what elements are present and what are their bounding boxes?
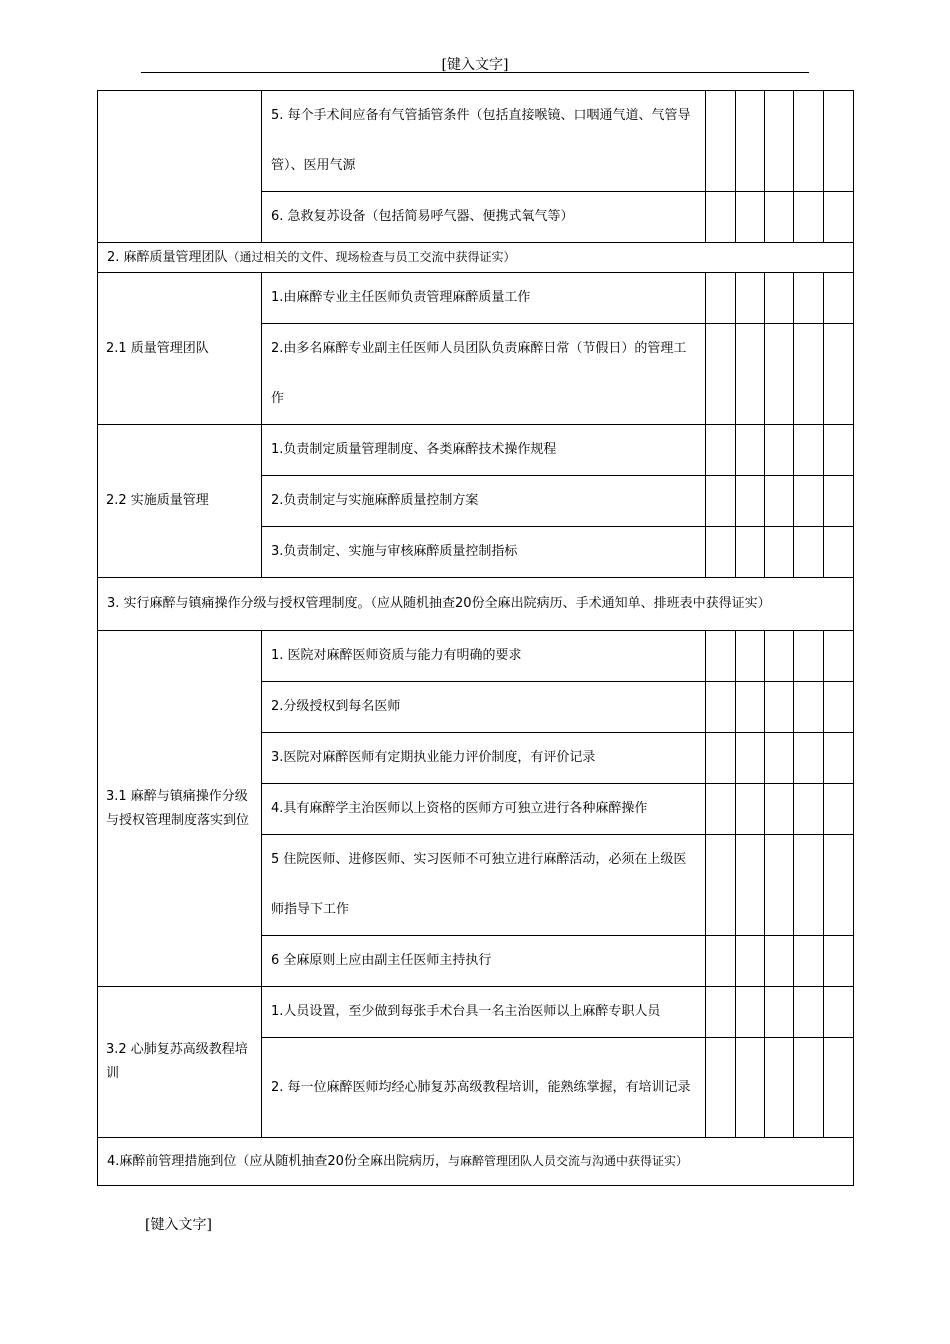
criterion-cell: 3.负责制定、实施与审核麻醉质量控制指标: [262, 527, 706, 578]
check-box[interactable]: [824, 1038, 854, 1138]
check-box[interactable]: [736, 682, 765, 733]
check-box[interactable]: [824, 91, 854, 192]
section-note: 与麻醉管理团队人员交流与沟通中获得证实）: [447, 1154, 688, 1168]
check-box[interactable]: [824, 631, 854, 682]
check-box[interactable]: [736, 835, 765, 936]
check-box[interactable]: [824, 425, 854, 476]
section-title: 2. 麻醉质量管理团队: [107, 250, 228, 265]
section-header-row: [98, 1138, 854, 1186]
check-box[interactable]: [706, 1038, 736, 1138]
criterion-cell: 1. 医院对麻醉医师资质与能力有明确的要求: [262, 631, 706, 682]
section-note: （通过相关的文件、现场检查与员工交流中获得证实）: [227, 250, 516, 264]
check-box[interactable]: [824, 733, 854, 784]
check-box[interactable]: [736, 324, 765, 425]
check-box[interactable]: [794, 324, 824, 425]
header-rule: [141, 72, 809, 73]
check-box[interactable]: [794, 936, 824, 987]
check-box[interactable]: [794, 527, 824, 578]
section-label-cell: 2.1 质量管理团队: [98, 273, 262, 425]
check-box[interactable]: [706, 324, 736, 425]
section-label-cell: 2.2 实施质量管理: [98, 425, 262, 578]
check-box[interactable]: [765, 835, 794, 936]
check-box[interactable]: [794, 784, 824, 835]
check-box[interactable]: [794, 425, 824, 476]
check-box[interactable]: [765, 1038, 794, 1138]
check-box[interactable]: [706, 192, 736, 243]
criterion-cell: 2.负责制定与实施麻醉质量控制方案: [262, 476, 706, 527]
table-row: [98, 91, 854, 192]
check-box[interactable]: [706, 733, 736, 784]
check-box[interactable]: [736, 1038, 765, 1138]
section-header-row: [98, 578, 854, 631]
check-box[interactable]: [824, 476, 854, 527]
check-box[interactable]: [765, 682, 794, 733]
check-box[interactable]: [706, 273, 736, 324]
check-box[interactable]: [824, 273, 854, 324]
criterion-cell: 5 住院医师、进修医师、实习医师不可独立进行麻醉活动，必须在上级医师指导下工作: [262, 835, 706, 936]
check-box[interactable]: [824, 987, 854, 1038]
table-row: [98, 987, 854, 1038]
table-row: [98, 273, 854, 324]
check-box[interactable]: [706, 936, 736, 987]
criterion-cell: 2.由多名麻醉专业副主任医师人员团队负责麻醉日常（节假日）的管理工作: [262, 324, 706, 425]
check-box[interactable]: [736, 936, 765, 987]
check-box[interactable]: [706, 987, 736, 1038]
section-label-cell: [98, 91, 262, 243]
check-box[interactable]: [736, 631, 765, 682]
check-box[interactable]: [736, 527, 765, 578]
criterion-cell: 1.人员设置，至少做到每张手术台具一名主治医师以上麻醉专职人员: [262, 987, 706, 1038]
check-box[interactable]: [794, 476, 824, 527]
check-box[interactable]: [706, 784, 736, 835]
check-box[interactable]: [794, 835, 824, 936]
check-box[interactable]: [794, 192, 824, 243]
page-footer: [键入文字]: [145, 1217, 212, 1233]
check-box[interactable]: [765, 987, 794, 1038]
section-label-cell: 3.1 麻醉与镇痛操作分级与授权管理制度落实到位: [98, 631, 262, 987]
table-row: [98, 631, 854, 682]
check-box[interactable]: [706, 631, 736, 682]
check-box[interactable]: [765, 324, 794, 425]
check-box[interactable]: [736, 273, 765, 324]
page-header: [键入文字]: [441, 57, 509, 73]
check-box[interactable]: [794, 273, 824, 324]
check-box[interactable]: [765, 527, 794, 578]
check-box[interactable]: [794, 733, 824, 784]
check-box[interactable]: [706, 476, 736, 527]
section-label-cell: 3.2 心肺复苏高级教程培训: [98, 987, 262, 1138]
check-box[interactable]: [736, 91, 765, 192]
check-box[interactable]: [824, 784, 854, 835]
check-box[interactable]: [736, 733, 765, 784]
check-box[interactable]: [794, 682, 824, 733]
evaluation-table: [97, 90, 854, 1186]
criterion-cell: 4.具有麻醉学主治医师以上资格的医师方可独立进行各种麻醉操作: [262, 784, 706, 835]
check-box[interactable]: [736, 476, 765, 527]
table-row: [98, 425, 854, 476]
criterion-cell: 3.医院对麻醉医师有定期执业能力评价制度，有评价记录: [262, 733, 706, 784]
check-box[interactable]: [794, 987, 824, 1038]
criterion-cell: 6 全麻原则上应由副主任医师主持执行: [262, 936, 706, 987]
section-title: 3. 实行麻醉与镇痛操作分级与授权管理制度。（应从随机抽查20份全麻出院病历、手术通知单、排班表中获得证实）: [107, 596, 771, 611]
criterion-cell: 2.分级授权到每名医师: [262, 682, 706, 733]
criterion-cell: 1.由麻醉专业主任医师负责管理麻醉质量工作: [262, 273, 706, 324]
check-box[interactable]: [765, 936, 794, 987]
check-box[interactable]: [736, 784, 765, 835]
check-box[interactable]: [706, 682, 736, 733]
section-header-row: [98, 243, 854, 273]
section-heading: [98, 243, 854, 273]
check-box[interactable]: [765, 733, 794, 784]
check-box[interactable]: [706, 425, 736, 476]
check-box[interactable]: [824, 682, 854, 733]
check-box[interactable]: [794, 91, 824, 192]
check-box[interactable]: [824, 324, 854, 425]
check-box[interactable]: [765, 91, 794, 192]
section-title: 4.麻醉前管理措施到位（应从随机抽查20份全麻出院病历，: [107, 1154, 448, 1169]
section-heading: [98, 578, 854, 631]
check-box[interactable]: [824, 527, 854, 578]
check-box[interactable]: [765, 273, 794, 324]
section-heading: [98, 1138, 854, 1186]
check-box[interactable]: [824, 936, 854, 987]
check-box[interactable]: [736, 192, 765, 243]
criterion-cell: 2. 每一位麻醉医师均经心肺复苏高级教程培训，能熟练掌握，有培训记录: [262, 1038, 706, 1138]
criterion-cell: 1.负责制定质量管理制度、各类麻醉技术操作规程: [262, 425, 706, 476]
check-box[interactable]: [706, 91, 736, 192]
check-box[interactable]: [765, 192, 794, 243]
criterion-cell: 6. 急救复苏设备（包括简易呼气器、便携式氧气等）: [262, 192, 706, 243]
check-box[interactable]: [736, 425, 765, 476]
check-box[interactable]: [706, 527, 736, 578]
check-box[interactable]: [706, 835, 736, 936]
criterion-cell: 5. 每个手术间应备有气管插管条件（包括直接喉镜、口咽通气道、气管导管）、医用气源: [262, 91, 706, 192]
check-box[interactable]: [824, 835, 854, 936]
check-box[interactable]: [794, 1038, 824, 1138]
check-box[interactable]: [765, 631, 794, 682]
check-box[interactable]: [765, 476, 794, 527]
check-box[interactable]: [765, 425, 794, 476]
check-box[interactable]: [765, 784, 794, 835]
check-box[interactable]: [794, 631, 824, 682]
check-box[interactable]: [736, 987, 765, 1038]
check-box[interactable]: [824, 192, 854, 243]
